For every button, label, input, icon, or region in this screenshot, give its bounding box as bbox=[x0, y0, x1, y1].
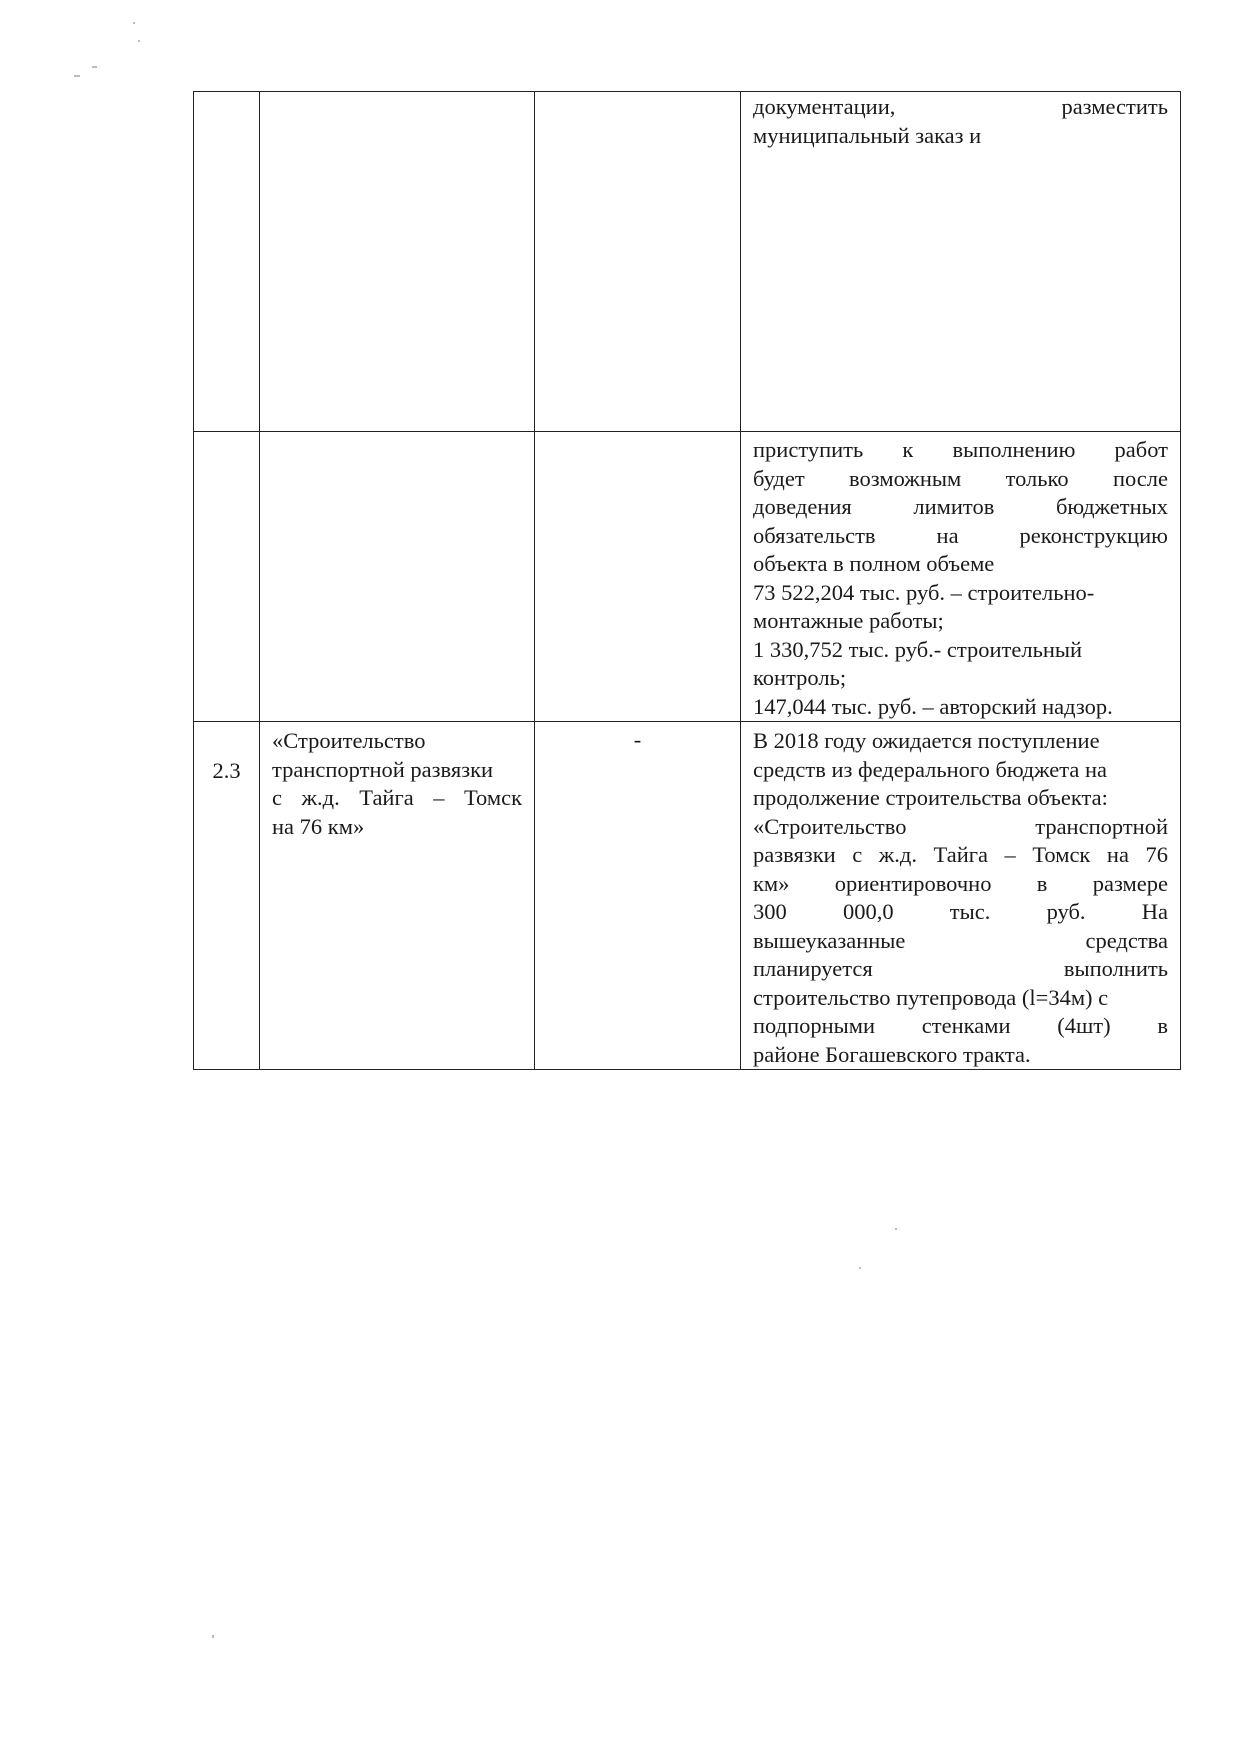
note-line: приступить к выполнению работ bbox=[753, 437, 1168, 462]
note-line: объекта в полном объеме bbox=[753, 551, 995, 576]
name-cell bbox=[260, 92, 535, 432]
name-cell bbox=[260, 722, 535, 1070]
financing-cell: - bbox=[535, 722, 741, 1070]
note-line: км» ориентировочно в размере bbox=[753, 870, 1168, 896]
note-line: подпорными стенками (4шт) в bbox=[753, 1013, 1168, 1038]
note-line: продолжение строительства объекта: bbox=[753, 785, 1108, 810]
note-line: 147,044 тыс. руб. – авторский надзор. bbox=[753, 693, 1113, 719]
note-line: 1 330,752 тыс. руб.- строительный bbox=[753, 636, 1083, 662]
note-line: контроль; bbox=[753, 665, 847, 690]
note-line: планируется выполнить bbox=[753, 956, 1168, 981]
programme-table bbox=[193, 91, 1181, 1070]
note-line: районе Богашевского тракта. bbox=[753, 1041, 1031, 1067]
table-row bbox=[194, 92, 1181, 432]
name-cell bbox=[260, 432, 535, 722]
note-line: развязки с ж.д. Тайга – Томск на 76 bbox=[753, 842, 1168, 867]
name-line: на 76 км» bbox=[272, 813, 365, 839]
table-row bbox=[194, 432, 1181, 722]
name-line: транспортной развязки bbox=[272, 756, 494, 782]
note-cell bbox=[741, 92, 1181, 432]
scan-mark bbox=[74, 75, 80, 77]
scan-mark bbox=[895, 1228, 897, 1230]
note-cell bbox=[741, 432, 1181, 722]
note-line: обязательств на реконструкцию bbox=[753, 522, 1168, 548]
scan-mark bbox=[92, 66, 97, 68]
note-line: «Строительство транспортной bbox=[753, 813, 1168, 839]
note-cell bbox=[741, 722, 1181, 1070]
financing-cell bbox=[535, 92, 741, 432]
note-line: вышеуказанные средства bbox=[753, 927, 1168, 953]
note-line: документации, разместить bbox=[753, 94, 1168, 119]
scan-mark bbox=[138, 40, 140, 42]
scan-mark bbox=[133, 22, 135, 24]
number-cell bbox=[194, 432, 260, 722]
note-line: 73 522,204 тыс. руб. – строительно- bbox=[753, 579, 1095, 605]
financing-cell bbox=[535, 432, 741, 722]
number-cell bbox=[194, 92, 260, 432]
scan-mark bbox=[212, 1635, 214, 1638]
note-line: строительство путепровода (l=34м) с bbox=[753, 984, 1109, 1010]
note-line: монтажные работы; bbox=[753, 608, 944, 633]
note-line: В 2018 году ожидается поступление bbox=[753, 728, 1100, 753]
note-line: доведения лимитов бюджетных bbox=[753, 494, 1168, 519]
name-line: «Строительство bbox=[272, 728, 426, 753]
note-line: 300 000,0 тыс. руб. На bbox=[753, 899, 1168, 924]
note-line: будет возможным только после bbox=[753, 465, 1168, 491]
table-row bbox=[194, 722, 1181, 1070]
scan-mark bbox=[859, 1267, 861, 1269]
number-cell: 2.3 bbox=[194, 722, 260, 1070]
name-line: с ж.д. Тайга – Томск bbox=[272, 785, 522, 810]
note-line: муниципальный заказ и bbox=[753, 122, 982, 148]
note-line: средств из федерального бюджета на bbox=[753, 756, 1108, 782]
